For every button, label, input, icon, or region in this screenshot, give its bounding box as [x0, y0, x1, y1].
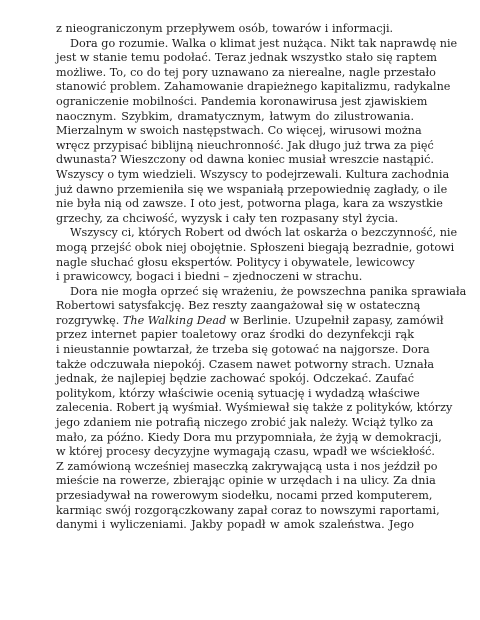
text-line: nie była nią od zawsze. I oto jest, potworna plaga, kara za wszystkie: [56, 197, 443, 211]
text-line: Z zamówioną wcześniej maseczką zakrywającą usta i nos jeździł po: [56, 459, 438, 473]
text-line: zalecenia. Robert ją wyśmiał. Wyśmiewał się także z polityków, którzy: [56, 401, 453, 415]
text-line: mieście na rowerze, zbierając opinie w urzędach i na ulicy. Za dnia: [56, 474, 436, 488]
italic-title: The Walking Dead: [122, 313, 227, 327]
text-line: także odczuwała niepokój. Czasem nawet potworny strach. Uznała: [56, 357, 435, 371]
text-line: politykom, którzy właściwie ocenią sytuację i wydadzą właściwe: [56, 386, 420, 400]
document-body-text: [56, 22, 467, 533]
text-line: naocznym. Szybkim, dramatycznym, łatwym do zilustrowania.: [56, 109, 414, 123]
text-segment: rozgrywkę.: [56, 313, 123, 327]
text-line: jest w stanie temu podołać. Teraz jednak wszystko stało się raptem: [56, 51, 438, 65]
text-line: Wszyscy o tym wiedzieli. Wszyscy to podejrzewali. Kultura zachodnia: [56, 167, 450, 181]
text-segment: w Berlinie. Uzupełnił zapasy, zamówił: [226, 313, 444, 327]
text-line: już dawno przemieniła się we wspaniałą przepowiednię zagłady, o ile: [56, 182, 448, 196]
text-line: Mierzalnym w swoich następstwach. Co więcej, wirusowi można: [56, 124, 422, 138]
text-line: mało, za późno. Kiedy Dora mu przypomniała, że żyją w demokracji,: [56, 430, 442, 444]
text-line: danymi i wyliczeniami. Jakby popadł w amok szaleństwa. Jego: [56, 518, 414, 532]
text-line: jego zdaniem nie potrafią niczego zrobić jak należy. Wciąż tylko za: [56, 416, 434, 430]
text-line-with-italic: [56, 313, 444, 329]
text-line: możliwe. To, co do tej pory uznawano za nierealne, nagle przestało: [56, 65, 436, 79]
text-line: i prawicowcy, bogaci i biedni – zjednoczeni w strachu.: [56, 270, 363, 284]
text-line: Robertowi satysfakcję. Bez reszty zaangażował się w ostateczną: [56, 299, 421, 313]
text-line: jednak, że najlepiej będzie zachować spokój. Odczekać. Zaufać: [56, 372, 414, 386]
text-line: karmiąc swój rozgorączkowany zapał coraz to nowszymi raportami,: [56, 503, 440, 517]
text-line: przesiadywał na rowerowym siodełku, nocami przed komputerem,: [56, 489, 433, 502]
text-line: grzechy, za chciwość, wyzysk i cały ten rozpasany styl życia.: [56, 211, 399, 225]
text-line: ograniczenie mobilności. Pandemia koronawirusa jest zjawiskiem: [56, 94, 428, 108]
text-line: dwunasta? Wieszczony od dawna koniec musiał wreszcie nastąpić.: [56, 153, 434, 167]
text-line: z nieograniczonym przepływem osób, towarów i informacji.: [56, 22, 394, 35]
text-line: wręcz przypisać biblijną nieuchronność. Jak długo już trwa za pięć: [56, 138, 434, 152]
text-line: i nieustannie powtarzał, że trzeba się gotować na najgorsze. Dora: [56, 343, 430, 357]
text-line: w której procesy decyzyjne wymagają czasu, wpadł we wściekłość.: [56, 445, 435, 459]
text-line-paragraph-start: Dora nie mogła oprzeć się wrażeniu, że powszechna panika sprawiała: [70, 284, 467, 298]
text-line: przez internet papier toaletowy oraz środki do dezynfekcji rąk: [56, 328, 414, 342]
text-line: nagle słuchać głosu ekspertów. Politycy i obywatele, lewicowcy: [56, 255, 415, 269]
text-line-paragraph-start: Dora go rozumie. Walka o klimat jest nużąca. Nikt tak naprawdę nie: [70, 36, 458, 50]
text-line: mogą przejść obok niej obojętnie. Spłoszeni biegają bezradnie, gotowi: [56, 240, 455, 254]
text-line-paragraph-start: Wszyscy ci, których Robert od dwóch lat oskarża o bezczynność, nie: [70, 226, 458, 240]
text-line: stanowić problem. Zahamowanie drapieżnego kapitalizmu, radykalne: [56, 80, 451, 94]
